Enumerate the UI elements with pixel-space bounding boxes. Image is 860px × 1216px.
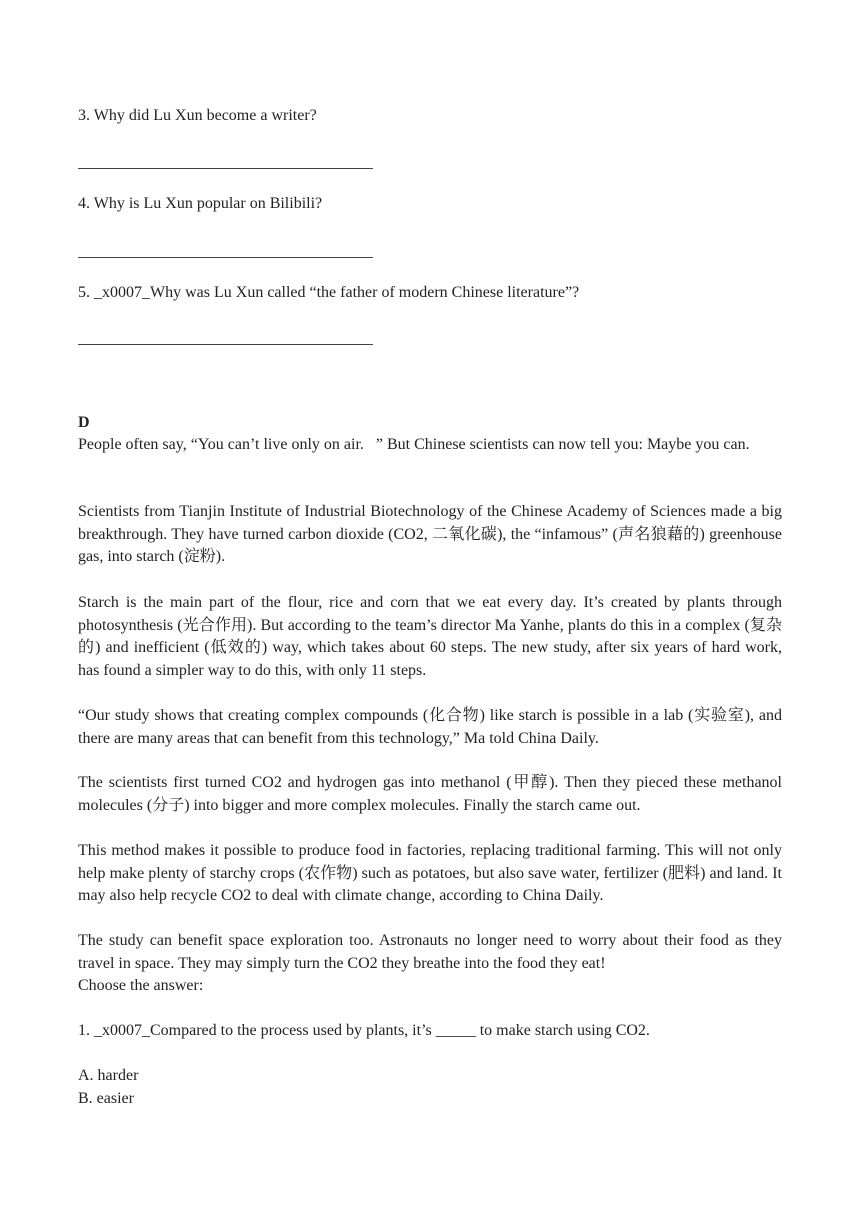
section-d-heading: D [78,414,90,431]
passage-paragraph-3: Starch is the main part of the flour, rice and corn that we eat every day. It’s created by plants through photosynthesis (光合作用). But according to the team’s director Ma Yanhe, plants do this in a complex (复杂的) and inefficient (低效的) way, which takes about 60 steps. The new study, after six years of hard work, has found a simpler way to do this, with only 11 steps. [78,594,782,679]
instruction-text: Choose the answer: [78,977,204,994]
passage-paragraph-7: The study can benefit space exploration too. Astronauts no longer need to worry about their food as they travel in space. They may simply turn the CO2 they breathe into the food they eat! [78,932,782,972]
passage-paragraph-2: Scientists from Tianjin Institute of Industrial Biotechnology of the Chinese Academy of Sciences made a big breakthrough. They have turned carbon dioxide (CO2, 二氧化碳), the “infamous” (声名狼藉的) greenhouse gas, into starch (淀粉). [78,503,782,565]
passage-paragraph-4: “Our study shows that creating complex compounds (化合物) like starch is possible in a lab (实验室), and there are many areas that can benefit from this technology,” Ma told China Daily. [78,707,782,747]
passage-paragraph-1: People often say, “You can’t live only on air. ” But Chinese scientists can now tell you: Maybe you can. [78,436,750,453]
answer-line-4[interactable] [78,257,373,258]
question-4: 4. Why is Lu Xun popular on Bilibili? [78,195,323,212]
passage-paragraph-6: This method makes it possible to produce food in factories, replacing traditional farming. This will not only help make plenty of starchy crops (农作物) such as potatoes, but also save water, fertilizer (肥料) and land. It may also help recycle CO2 to deal with climate change, according to China Daily. [78,842,782,904]
answer-line-3[interactable] [78,168,373,169]
option-b[interactable]: B. easier [78,1090,134,1107]
question-d-1: 1. _x0007_Compared to the process used by plants, it’s _____ to make starch using CO2. [78,1022,650,1039]
option-a[interactable]: A. harder [78,1067,139,1084]
passage-paragraph-5: The scientists first turned CO2 and hydrogen gas into methanol (甲醇). Then they pieced these methanol molecules (分子) into bigger and more complex molecules. Finally the starch came out. [78,774,782,814]
question-3: 3. Why did Lu Xun become a writer? [78,107,317,124]
answer-line-5[interactable] [78,344,373,345]
question-5: 5. _x0007_Why was Lu Xun called “the father of modern Chinese literature”? [78,284,580,301]
